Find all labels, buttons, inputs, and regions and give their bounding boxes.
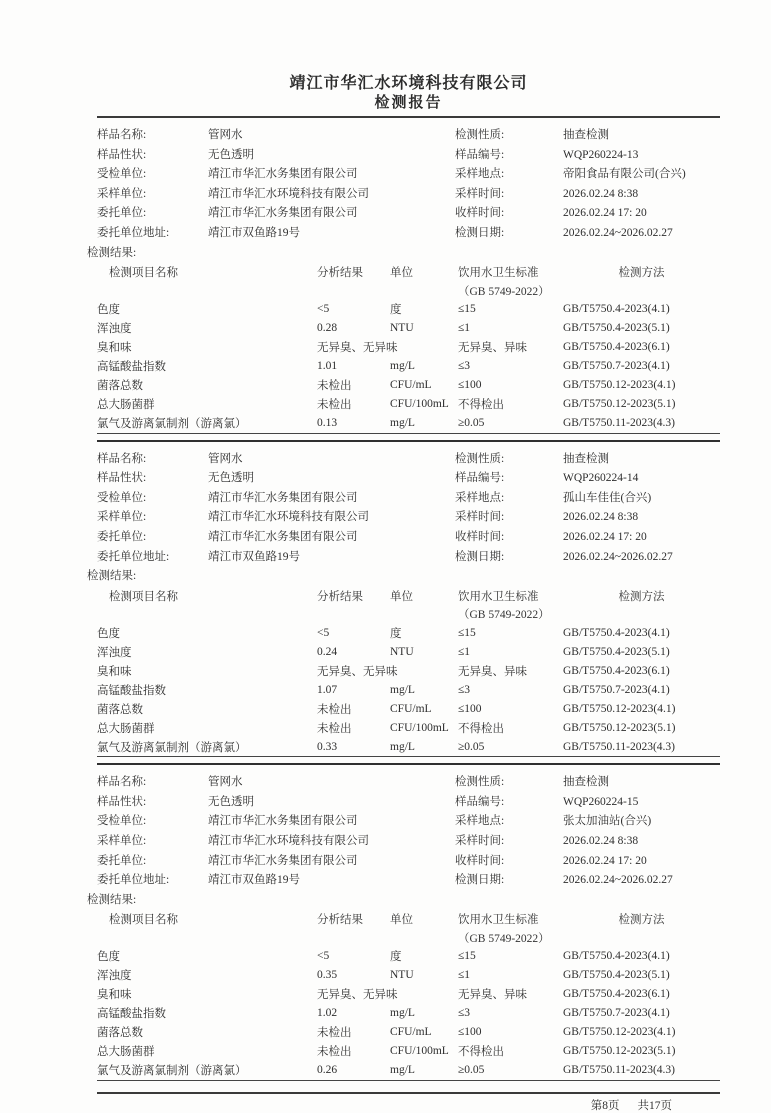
standard-limit: ≤15 [458, 626, 476, 639]
analysis-result: 未检出 [317, 1027, 352, 1040]
result-row [97, 338, 720, 357]
standard-limit: ≤1 [458, 969, 471, 982]
results-label: 检测结果: [87, 893, 137, 906]
analysis-result: 0.24 [317, 645, 338, 658]
column-header: 饮用水卫生标准 [458, 914, 539, 927]
unit: CFU/mL [390, 379, 432, 392]
analysis-result: 0.33 [317, 740, 338, 753]
page-total: 共17页 [637, 1099, 672, 1112]
table-body [97, 623, 720, 757]
analysis-result: 1.02 [317, 1007, 338, 1020]
unit: CFU/100mL [390, 1045, 449, 1058]
result-row [97, 699, 720, 718]
info-field-value: 靖江市华汇水务集团有限公司 [208, 491, 358, 504]
test-method: GB/T5750.7-2023(4.1) [563, 1007, 670, 1020]
item-name: 总大肠菌群 [97, 722, 155, 735]
standard-limit: 不得检出 [458, 1046, 504, 1059]
column-header: 分析结果 [317, 267, 363, 280]
info-field-value: 无色透明 [208, 148, 254, 161]
info-field-value: 靖江市华汇水环境科技有限公司 [208, 511, 369, 524]
test-method: GB/T5750.4-2023(4.1) [563, 950, 670, 963]
info-field-value: 无色透明 [208, 795, 254, 808]
column-header: 检测方法 [618, 914, 665, 927]
table-header-row [97, 263, 720, 282]
info-field-value: 抽查检测 [563, 452, 609, 465]
column-header: 检测项目名称 [109, 914, 178, 927]
analysis-result: 无异臭、无异味 [317, 665, 398, 678]
info-field-label: 检测日期: [455, 874, 505, 887]
column-header: 分析结果 [317, 590, 363, 603]
spacer-cell [563, 605, 720, 623]
info-field-value: WQP260224-15 [563, 795, 639, 808]
unit: 度 [390, 951, 402, 964]
analysis-result: <5 [317, 950, 330, 963]
column-header: 检测项目名称 [109, 267, 178, 280]
info-field-label: 样品性状: [97, 472, 147, 485]
info-field-value: 靖江市华汇水务集团有限公司 [208, 815, 358, 828]
analysis-result: <5 [317, 303, 330, 316]
standard-limit: 无异臭、异味 [458, 989, 527, 1002]
info-field-label: 受检单位: [97, 168, 147, 181]
analysis-result: 未检出 [317, 1046, 352, 1059]
result-row [97, 357, 720, 376]
info-field-label: 检测性质: [455, 776, 505, 789]
standard-limit: ≤15 [458, 950, 476, 963]
result-row [97, 985, 720, 1004]
unit: CFU/100mL [390, 398, 449, 411]
page-footer [97, 1092, 720, 1113]
item-name: 浑浊度 [97, 646, 132, 659]
standard-subheader: （GB 5749-2022） [458, 285, 550, 298]
analysis-result: 未检出 [317, 380, 352, 393]
info-field-value: WQP260224-14 [563, 472, 639, 485]
spacer-cell [97, 605, 458, 623]
column-header: 检测方法 [618, 590, 665, 603]
standard-limit: ≥0.05 [458, 417, 485, 430]
info-field-value: 靖江市双鱼路19号 [208, 874, 300, 887]
standard-limit: ≤1 [458, 322, 471, 335]
unit: mg/L [390, 683, 415, 696]
test-method: GB/T5750.4-2023(5.1) [563, 322, 670, 335]
analysis-result: 0.35 [317, 969, 338, 982]
standard-subheader: （GB 5749-2022） [458, 932, 550, 945]
table-body [97, 300, 720, 434]
info-field-value: 2026.02.24~2026.02.27 [563, 874, 673, 887]
info-field-value: 2026.02.24 8:38 [563, 834, 639, 847]
info-field-value: 2026.02.24 17: 20 [563, 207, 647, 220]
info-field-value: 管网水 [208, 129, 243, 141]
item-name: 色度 [97, 627, 120, 640]
test-method: GB/T5750.4-2023(5.1) [563, 645, 670, 658]
info-field-label: 收样时间: [455, 854, 505, 867]
report-section [87, 765, 720, 1081]
result-row [97, 737, 720, 757]
unit: mg/L [390, 417, 415, 430]
info-field-label: 采样地点: [455, 168, 505, 181]
info-field-label: 采样地点: [455, 491, 505, 504]
column-header: 分析结果 [317, 914, 363, 927]
results-table [97, 910, 720, 1081]
spacer-cell [563, 929, 720, 947]
info-field-value: 靖江市华汇水务集团有限公司 [208, 207, 358, 220]
info-field-label: 收样时间: [455, 530, 505, 543]
results-table [97, 586, 720, 757]
info-field-label: 样品编号: [455, 795, 505, 808]
analysis-result: 未检出 [317, 703, 352, 716]
test-method: GB/T5750.4-2023(4.1) [563, 626, 670, 639]
column-header: 单位 [390, 267, 413, 280]
unit: NTU [390, 322, 414, 335]
unit: NTU [390, 969, 414, 982]
analysis-result: 无异臭、无异味 [317, 342, 398, 355]
analysis-result: <5 [317, 626, 330, 639]
test-method: GB/T5750.12-2023(4.1) [563, 702, 676, 715]
column-header: 单位 [390, 590, 413, 603]
info-field-label: 样品名称: [97, 129, 147, 141]
item-name: 臭和味 [97, 342, 132, 355]
info-field-value: 2026.02.24~2026.02.27 [563, 550, 673, 563]
info-field-value: 靖江市双鱼路19号 [208, 226, 300, 239]
analysis-result: 0.13 [317, 417, 338, 430]
item-name: 氯气及游离氯制剂（游离氯） [97, 418, 247, 431]
info-field-label: 样品名称: [97, 776, 147, 789]
standard-limit: ≤100 [458, 1026, 482, 1039]
standard-limit: ≤3 [458, 683, 471, 696]
unit: 度 [390, 627, 402, 640]
info-field-label: 委托单位地址: [97, 550, 170, 563]
info-field-label: 采样单位: [97, 511, 147, 524]
unit: mg/L [390, 1064, 415, 1077]
column-header: 单位 [390, 914, 413, 927]
item-name: 浑浊度 [97, 970, 132, 983]
unit: NTU [390, 645, 414, 658]
item-name: 浑浊度 [97, 323, 132, 336]
result-row [97, 395, 720, 414]
result-row [97, 680, 720, 699]
column-header: 饮用水卫生标准 [458, 590, 539, 603]
test-method: GB/T5750.12-2023(5.1) [563, 721, 676, 734]
unit: mg/L [390, 740, 415, 753]
test-method: GB/T5750.12-2023(4.1) [563, 379, 676, 392]
result-row [97, 623, 720, 642]
result-row [97, 376, 720, 395]
column-header: 饮用水卫生标准 [458, 267, 539, 280]
page-number: 第8页 [590, 1099, 620, 1112]
analysis-result: 无异臭、无异味 [317, 989, 398, 1002]
analysis-result: 未检出 [317, 722, 352, 735]
result-row [97, 1004, 720, 1023]
results-label: 检测结果: [87, 246, 137, 259]
test-method: GB/T5750.4-2023(5.1) [563, 969, 670, 982]
info-field-label: 采样时间: [455, 511, 505, 524]
unit: 度 [390, 304, 402, 317]
test-method: GB/T5750.12-2023(5.1) [563, 398, 676, 411]
info-field-label: 委托单位地址: [97, 874, 170, 887]
item-name: 高锰酸盐指数 [97, 1008, 166, 1021]
item-name: 色度 [97, 304, 120, 317]
result-row [97, 319, 720, 338]
test-method: GB/T5750.11-2023(4.3) [563, 1064, 676, 1077]
info-field-value: WQP260224-13 [563, 148, 639, 161]
info-field-value: 帝阳食品有限公司(合兴) [563, 168, 686, 181]
item-name: 总大肠菌群 [97, 399, 155, 412]
info-field-label: 受检单位: [97, 815, 147, 828]
report-section [87, 442, 720, 758]
table-subheader-row [97, 605, 720, 623]
info-field-label: 检测日期: [455, 550, 505, 563]
standard-limit: ≥0.05 [458, 740, 485, 753]
info-field-value: 靖江市华汇水环境科技有限公司 [208, 187, 369, 200]
item-name: 菌落总数 [97, 703, 143, 716]
standard-limit: ≤1 [458, 645, 471, 658]
info-field-value: 2026.02.24 8:38 [563, 187, 639, 200]
info-field-value: 2026.02.24~2026.02.27 [563, 226, 673, 239]
standard-limit: 无异臭、异味 [458, 665, 527, 678]
sample-info-grid [97, 126, 720, 244]
analysis-result: 1.01 [317, 360, 338, 373]
test-method: GB/T5750.11-2023(4.3) [563, 417, 676, 430]
standard-limit: 不得检出 [458, 722, 504, 735]
sample-info-grid [97, 773, 720, 891]
report-page [87, 74, 720, 1113]
item-name: 高锰酸盐指数 [97, 684, 166, 697]
result-row [97, 661, 720, 680]
item-name: 氯气及游离氯制剂（游离氯） [97, 1065, 247, 1078]
standard-limit: ≤3 [458, 360, 471, 373]
info-field-label: 受检单位: [97, 491, 147, 504]
result-row [97, 1023, 720, 1042]
item-name: 菌落总数 [97, 1027, 143, 1040]
results-label: 检测结果: [87, 570, 137, 583]
info-field-label: 样品性状: [97, 148, 147, 161]
column-header: 检测方法 [618, 267, 665, 280]
spacer-cell [97, 929, 458, 947]
info-field-label: 采样地点: [455, 815, 505, 828]
info-field-label: 样品编号: [455, 472, 505, 485]
company-title: 靖江市华汇水环境科技有限公司 [289, 75, 528, 92]
result-row [97, 642, 720, 661]
info-field-label: 采样时间: [455, 834, 505, 847]
standard-limit: ≥0.05 [458, 1064, 485, 1077]
unit: CFU/100mL [390, 721, 449, 734]
test-method: GB/T5750.7-2023(4.1) [563, 683, 670, 696]
report-sections [87, 118, 720, 1081]
table-subheader-row [97, 282, 720, 300]
unit: mg/L [390, 1007, 415, 1020]
table-body [97, 947, 720, 1081]
info-field-label: 检测性质: [455, 129, 505, 141]
info-field-label: 采样单位: [97, 187, 147, 200]
test-method: GB/T5750.4-2023(4.1) [563, 303, 670, 316]
info-field-label: 样品名称: [97, 452, 147, 465]
analysis-result: 未检出 [317, 399, 352, 412]
info-field-value: 张太加油站(合兴) [563, 815, 652, 828]
info-field-label: 检测日期: [455, 226, 505, 239]
test-method: GB/T5750.12-2023(5.1) [563, 1045, 676, 1058]
result-row [97, 1061, 720, 1081]
result-row [97, 718, 720, 737]
test-method: GB/T5750.7-2023(4.1) [563, 360, 670, 373]
standard-limit: ≤100 [458, 379, 482, 392]
info-field-value: 靖江市华汇水务集团有限公司 [208, 530, 358, 543]
info-field-value: 靖江市华汇水环境科技有限公司 [208, 834, 369, 847]
unit: CFU/mL [390, 702, 432, 715]
unit: CFU/mL [390, 1026, 432, 1039]
info-field-label: 委托单位地址: [97, 226, 170, 239]
report-title: 检测报告 [374, 95, 443, 111]
item-name: 臭和味 [97, 989, 132, 1002]
info-field-value: 无色透明 [208, 472, 254, 485]
document-header [97, 74, 720, 118]
item-name: 总大肠菌群 [97, 1046, 155, 1059]
table-header-row [97, 586, 720, 605]
item-name: 色度 [97, 951, 120, 964]
spacer-cell [563, 282, 720, 300]
info-field-label: 委托单位: [97, 207, 147, 220]
info-field-value: 2026.02.24 17: 20 [563, 530, 647, 543]
standard-subheader: （GB 5749-2022） [458, 609, 550, 622]
info-field-label: 委托单位: [97, 530, 147, 543]
result-row [97, 1042, 720, 1061]
info-field-label: 采样单位: [97, 834, 147, 847]
info-field-value: 靖江市双鱼路19号 [208, 550, 300, 563]
standard-limit: 无异臭、异味 [458, 342, 527, 355]
spacer-cell [97, 282, 458, 300]
info-field-value: 靖江市华汇水务集团有限公司 [208, 168, 358, 181]
info-field-label: 收样时间: [455, 207, 505, 220]
standard-limit: ≤100 [458, 702, 482, 715]
result-row [97, 966, 720, 985]
test-method: GB/T5750.4-2023(6.1) [563, 988, 670, 1001]
info-field-value: 靖江市华汇水务集团有限公司 [208, 854, 358, 867]
result-row [97, 947, 720, 966]
standard-limit: 不得检出 [458, 399, 504, 412]
table-head [97, 263, 720, 300]
analysis-result: 0.28 [317, 322, 338, 335]
item-name: 臭和味 [97, 665, 132, 678]
test-method: GB/T5750.4-2023(6.1) [563, 664, 670, 677]
info-field-label: 检测性质: [455, 452, 505, 465]
analysis-result: 0.26 [317, 1064, 338, 1077]
table-head [97, 910, 720, 947]
info-field-label: 委托单位: [97, 854, 147, 867]
result-row [97, 414, 720, 434]
info-field-value: 抽查检测 [563, 129, 609, 141]
info-field-value: 管网水 [208, 452, 243, 465]
info-field-value: 抽查检测 [563, 776, 609, 789]
info-field-value: 2026.02.24 8:38 [563, 511, 639, 524]
test-method: GB/T5750.4-2023(6.1) [563, 341, 670, 354]
info-field-label: 样品编号: [455, 148, 505, 161]
table-header-row [97, 910, 720, 929]
info-field-label: 采样时间: [455, 187, 505, 200]
report-section [87, 118, 720, 434]
item-name: 菌落总数 [97, 380, 143, 393]
results-table [97, 263, 720, 434]
column-header: 检测项目名称 [109, 590, 178, 603]
info-field-label: 样品性状: [97, 795, 147, 808]
info-field-value: 孤山车佳佳(合兴) [563, 491, 652, 504]
item-name: 高锰酸盐指数 [97, 361, 166, 374]
sample-info-grid [97, 450, 720, 568]
item-name: 氯气及游离氯制剂（游离氯） [97, 741, 247, 754]
test-method: GB/T5750.12-2023(4.1) [563, 1026, 676, 1039]
result-row [97, 300, 720, 319]
standard-limit: ≤15 [458, 303, 476, 316]
test-method: GB/T5750.11-2023(4.3) [563, 740, 676, 753]
info-field-value: 2026.02.24 17: 20 [563, 854, 647, 867]
table-subheader-row [97, 929, 720, 947]
info-field-value: 管网水 [208, 776, 243, 789]
standard-limit: ≤3 [458, 1007, 471, 1020]
analysis-result: 1.07 [317, 683, 338, 696]
table-head [97, 586, 720, 623]
unit: mg/L [390, 360, 415, 373]
